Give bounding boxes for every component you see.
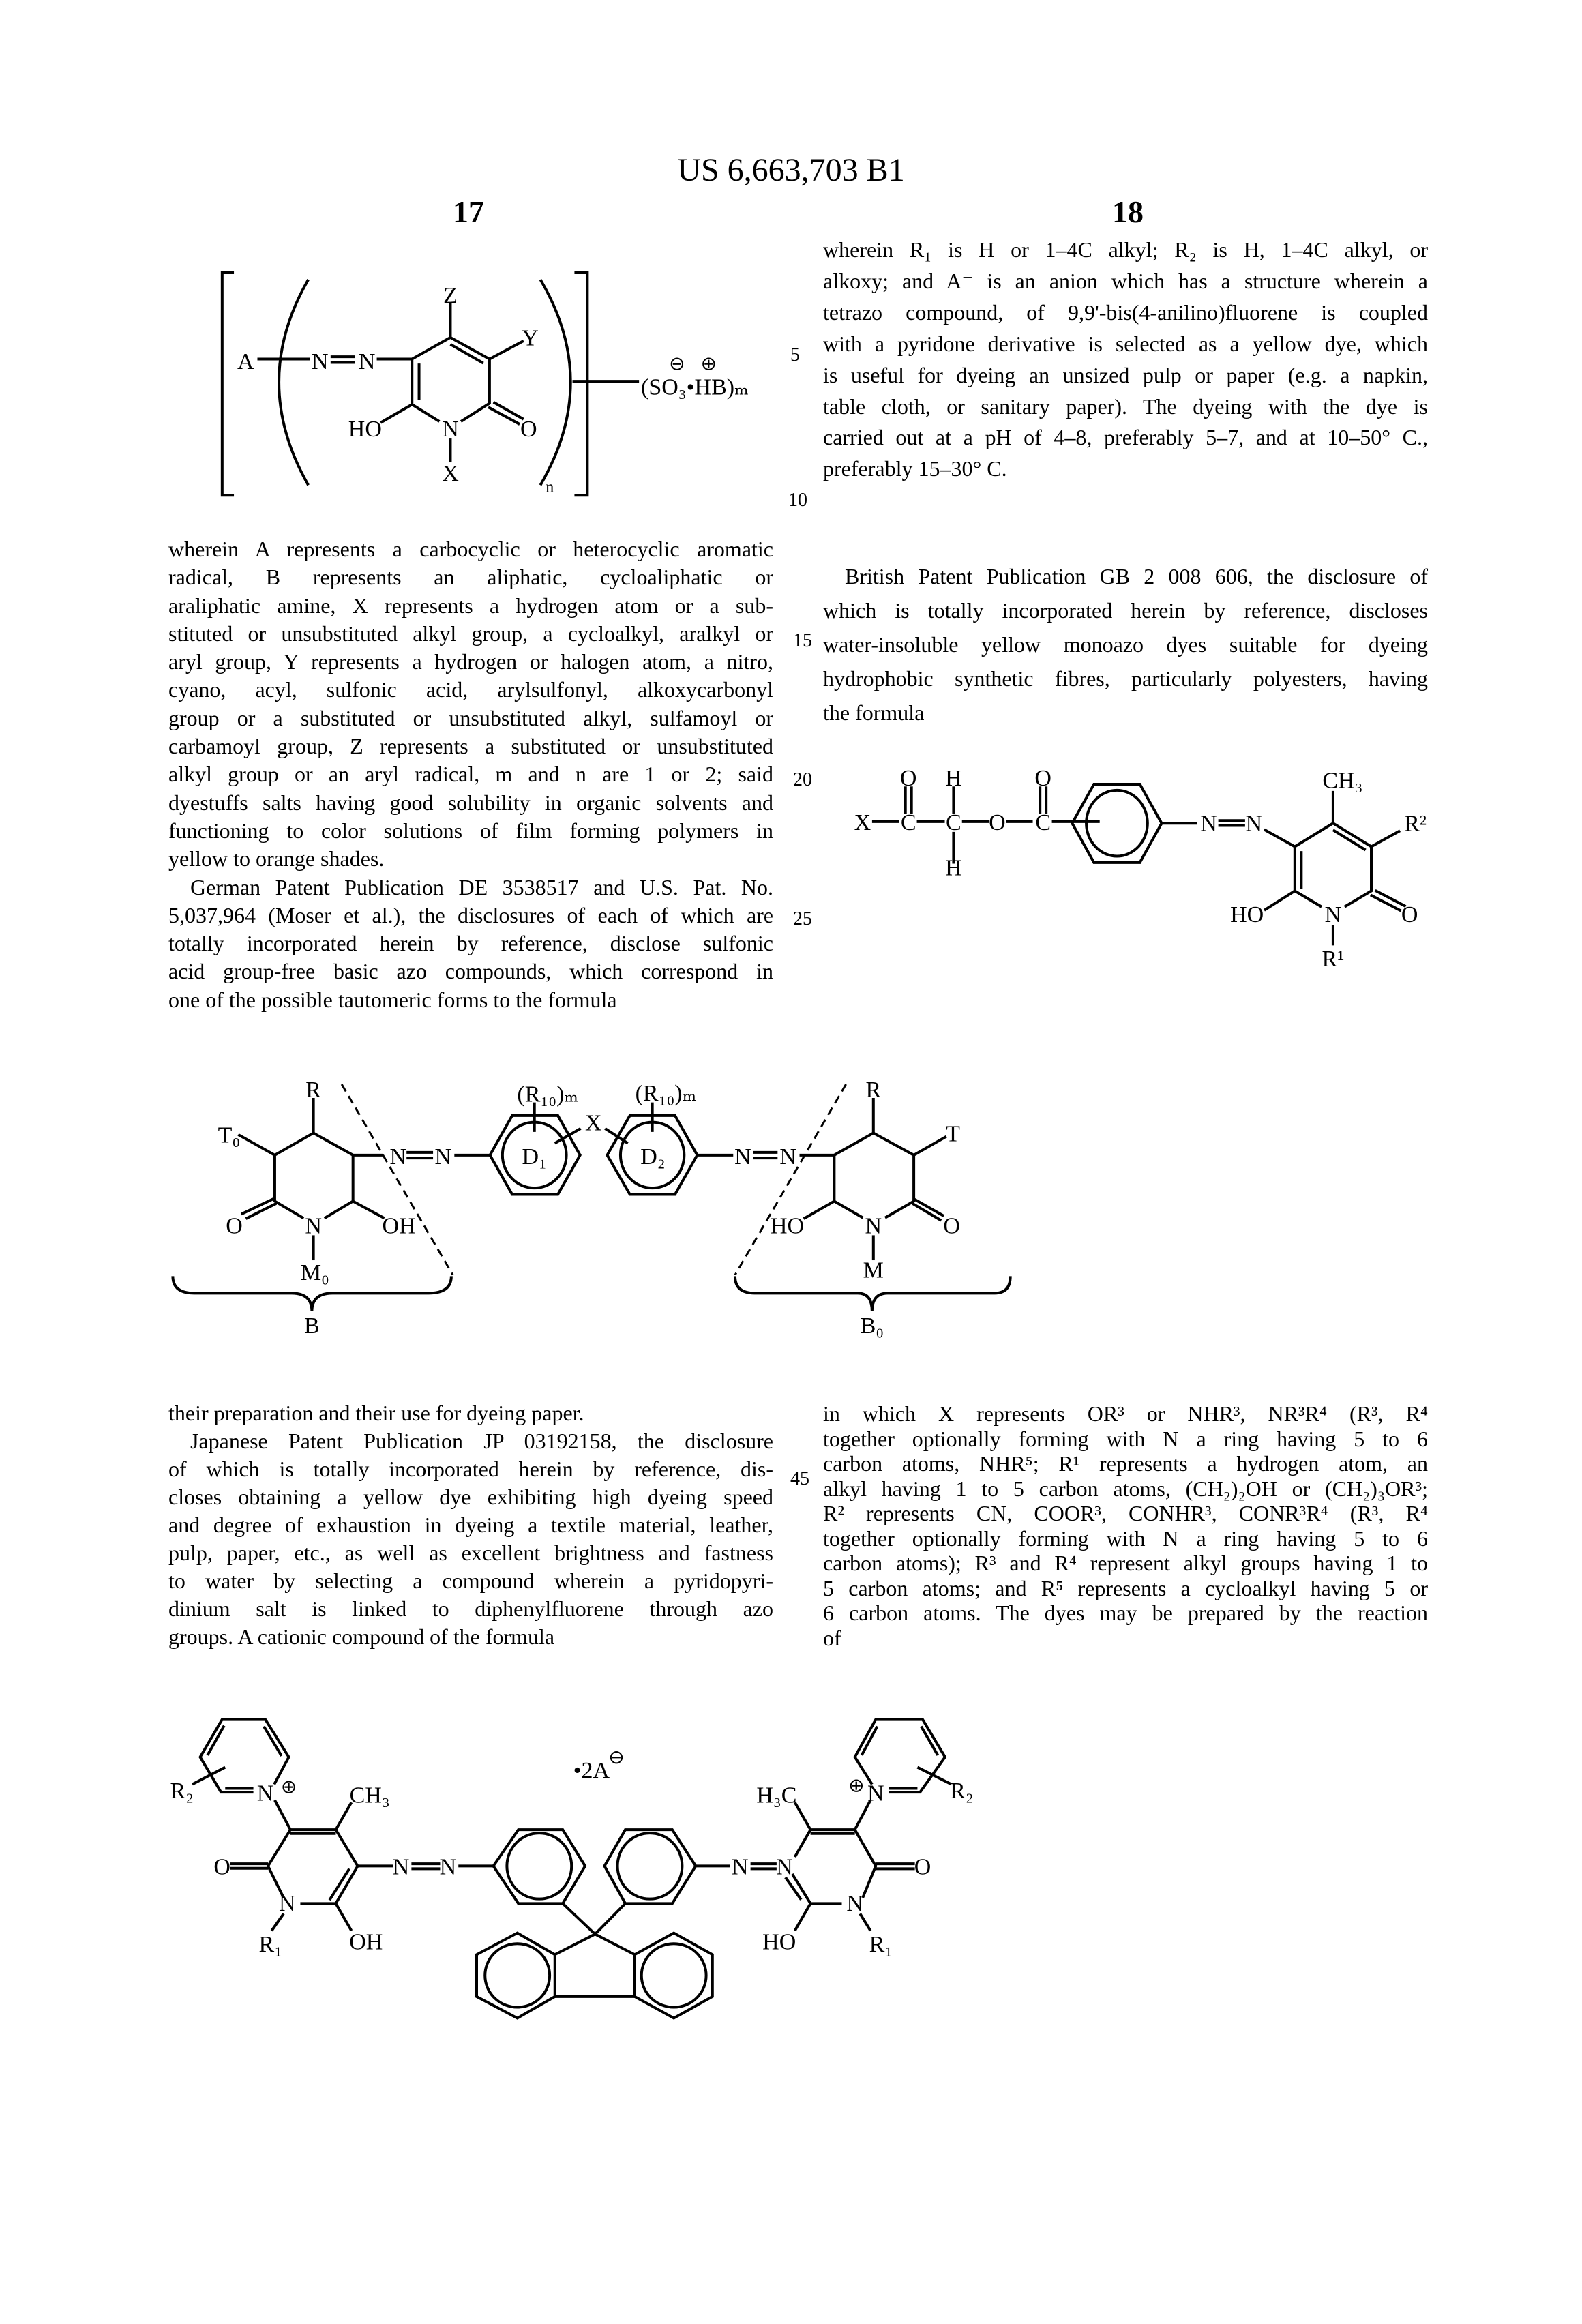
label-B: B xyxy=(304,1313,320,1339)
label-N: N xyxy=(732,1855,749,1880)
chemical-structures xyxy=(0,0,1582,2324)
line-number: 10 xyxy=(784,490,811,511)
label-O: O xyxy=(226,1214,243,1239)
text-line: 5 carbon atoms; and R⁵ represents a cycloalkyl having 5 or xyxy=(823,1576,1428,1601)
label-N: N xyxy=(279,1891,296,1916)
text-line: British Patent Publication GB 2 008 606, the disclosure of xyxy=(823,559,1428,593)
label-N: N xyxy=(1246,811,1263,837)
label-C: C xyxy=(946,810,961,835)
label-O: O xyxy=(900,766,917,791)
text-line: of which is totally incorporated herein by reference, dis- xyxy=(168,1455,773,1483)
label-H: H xyxy=(945,766,962,791)
label-N: N xyxy=(1325,902,1342,927)
label-O: O xyxy=(520,417,537,442)
text-line: wherein R₁ is H or 1–4C alkyl; R₂ is H, 1–4C alkyl, or xyxy=(823,235,1428,266)
label-N: N xyxy=(389,1144,406,1170)
label-HO: HO xyxy=(1230,902,1264,927)
label-M: M xyxy=(863,1258,884,1283)
text-line: acid group-free basic azo compounds, which correspond in xyxy=(168,957,773,985)
text-line: functioning to color solutions of film forming polymers in xyxy=(168,817,773,845)
text-line: alkyl having 1 to 5 carbon atoms, (CH₂)₂OH or (CH₂)₃OR³; xyxy=(823,1476,1428,1502)
label-O: O xyxy=(943,1214,960,1239)
label-N: N xyxy=(734,1144,751,1170)
label-R10m: (R₁₀)ₘ xyxy=(517,1082,578,1107)
label-D2: D₂ xyxy=(640,1144,665,1170)
text-line: hydrophobic synthetic fibres, particularly polyesters, having xyxy=(823,661,1428,696)
line-number: 20 xyxy=(789,769,816,791)
text-line: of xyxy=(823,1626,1428,1651)
text-line: is useful for dyeing an unsized pulp or paper (e.g. a napkin, xyxy=(823,360,1428,391)
line-number: 15 xyxy=(789,630,816,652)
label-R1: R₁ xyxy=(869,1932,893,1957)
label-CH3: CH₃ xyxy=(350,1783,390,1808)
text-line: tetrazo compound, of 9,9'-bis(4-anilino)fluorene is coupled xyxy=(823,297,1428,329)
text-line: to water by selecting a compound wherein a pyridopyri- xyxy=(168,1567,773,1595)
label-X: X xyxy=(585,1111,602,1136)
label-C: C xyxy=(1035,810,1051,835)
label-M0: M₀ xyxy=(301,1260,329,1285)
label-B0: B₀ xyxy=(861,1313,884,1339)
text-line: 6 carbon atoms. The dyes may be prepared by the reaction xyxy=(823,1600,1428,1626)
text-line: dinium salt is linked to diphenylfluorene through azo xyxy=(168,1595,773,1623)
text-line: cyano, acyl, sulfonic acid, arylsulfonyl, alkoxycarbonyl xyxy=(168,676,773,704)
label-R: R xyxy=(305,1077,321,1103)
label-HO: HO xyxy=(771,1214,804,1239)
label-sulfonate-salt: (SO₃•HB)ₘ xyxy=(641,375,749,400)
text-line: in which X represents OR³ or NHR³, NR³R⁴ (R³, R⁴ xyxy=(823,1401,1428,1427)
structure-3-left xyxy=(173,1077,627,1339)
label-N: N xyxy=(1200,811,1217,837)
label-Z: Z xyxy=(443,283,458,308)
label-R1: R₁ xyxy=(259,1932,283,1957)
negative-charge-icon: ⊖ xyxy=(669,353,685,375)
label-Y: Y xyxy=(522,325,539,351)
label-R2: R₂ xyxy=(950,1778,974,1804)
text-line: carried out at a pH of 4–8, preferably 5–7, and at 10–50° C., xyxy=(823,422,1428,453)
positive-charge-icon: ⊕ xyxy=(848,1774,864,1797)
label-R10m: (R₁₀)ₘ xyxy=(636,1081,697,1106)
label-R2: R₂ xyxy=(170,1778,194,1804)
label-N: N xyxy=(442,417,459,442)
label-N: N xyxy=(312,349,329,374)
label-n: n xyxy=(546,479,554,496)
label-N: N xyxy=(776,1855,793,1880)
text-line: radical, B represents an aliphatic, cycloaliphatic or xyxy=(168,563,773,591)
text-line: their preparation and their use for dyeing paper. xyxy=(168,1399,773,1427)
line-number: 25 xyxy=(789,908,816,930)
label-C: C xyxy=(901,810,916,835)
structure-1-pyridone-azo-salt xyxy=(222,273,749,496)
label-N: N xyxy=(865,1214,882,1239)
positive-charge-icon: ⊕ xyxy=(701,353,717,375)
label-OH: OH xyxy=(349,1929,383,1954)
text-line: wherein A represents a carbocyclic or heterocyclic aromatic xyxy=(168,535,773,563)
label-N: N xyxy=(359,349,376,374)
patent-page xyxy=(0,0,1582,2324)
label-T0: T₀ xyxy=(218,1122,241,1148)
text-line: which is totally incorporated herein by reference, discloses xyxy=(823,593,1428,627)
text-line: carbon atoms, NHR⁵; R¹ represents a hydrogen atom, an xyxy=(823,1451,1428,1476)
patent-number: US 6,663,703 B1 xyxy=(0,151,1582,189)
structure-3-right xyxy=(607,1077,1010,1339)
text-line: table cloth, or sanitary paper). The dyeing with the dye is xyxy=(823,391,1428,423)
text-line: alkyl group or an aryl radical, m and n are 1 or 2; said xyxy=(168,760,773,788)
label-O: O xyxy=(1401,902,1418,927)
label-X: X xyxy=(442,461,459,486)
page-number-left: 17 xyxy=(428,194,509,230)
text-line: and degree of exhaustion in dyeing a textile material, leather, xyxy=(168,1511,773,1539)
text-line: yellow to orange shades. xyxy=(168,845,773,873)
label-N: N xyxy=(257,1781,274,1806)
label-A: A xyxy=(237,349,254,374)
text-line: preferably 15–30° C. xyxy=(823,453,1428,485)
text-line: 5,037,964 (Moser et al.), the disclosures of each of which are xyxy=(168,902,773,929)
label-N: N xyxy=(393,1855,410,1880)
label-X: X xyxy=(854,810,871,835)
label-H3C: H₃C xyxy=(756,1783,796,1808)
text-line: pulp, paper, etc., as well as excellent brightness and fastness xyxy=(168,1539,773,1567)
label-N: N xyxy=(435,1144,452,1170)
text-line: dyestuffs salts having good solubility in organic solvents and xyxy=(168,789,773,817)
text-line: the formula xyxy=(823,696,1428,730)
label-N: N xyxy=(846,1891,863,1916)
line-number: 5 xyxy=(781,344,809,366)
text-line: carbon atoms); R³ and R⁴ represent alkyl groups having 1 to xyxy=(823,1551,1428,1576)
label-OH: OH xyxy=(383,1214,416,1239)
text-line: aryl group, Y represents a hydrogen or halogen atom, a nitro, xyxy=(168,648,773,676)
text-line: groups. A cationic compound of the formula xyxy=(168,1623,773,1651)
label-H: H xyxy=(945,856,962,881)
label-R1: R¹ xyxy=(1322,947,1344,972)
label-CH3: CH₃ xyxy=(1322,768,1362,793)
text-line: R² represents CN, COOR³, CONHR³, CONR³R⁴ (R³, R⁴ xyxy=(823,1501,1428,1526)
label-N: N xyxy=(867,1781,884,1806)
text-line: water-insoluble yellow monoazo dyes suitable for dyeing xyxy=(823,627,1428,661)
text-line: German Patent Publication DE 3538517 and U.S. Pat. No. xyxy=(168,874,773,902)
label-D1: D₁ xyxy=(522,1144,547,1170)
label-T: T xyxy=(946,1122,960,1147)
label-R: R xyxy=(865,1077,881,1103)
text-line: stituted or unsubstituted alkyl group, a cycloalkyl, aralkyl or xyxy=(168,620,773,648)
label-N: N xyxy=(305,1214,322,1239)
positive-charge-icon: ⊕ xyxy=(281,1775,297,1798)
label-O: O xyxy=(213,1855,230,1880)
structure-2-monoazo-dye xyxy=(854,766,1427,972)
text-line: carbamoyl group, Z represents a substituted or unsubstituted xyxy=(168,732,773,760)
label-O: O xyxy=(914,1855,931,1880)
text-line: one of the possible tautomeric forms to the formula xyxy=(168,986,773,1014)
text-line: closes obtaining a yellow dye exhibiting high dyeing speed xyxy=(168,1483,773,1511)
label-HO: HO xyxy=(762,1929,796,1954)
structure-4-cationic-fluorene-dye xyxy=(170,1720,974,2018)
text-line: with a pyridone derivative is selected as a yellow dye, which xyxy=(823,329,1428,360)
page-number-right: 18 xyxy=(1087,194,1169,230)
label-HO: HO xyxy=(348,417,382,442)
line-number: 45 xyxy=(786,1468,814,1490)
text-line: group or a substituted or unsubstituted alkyl, sulfamoyl or xyxy=(168,704,773,732)
text-line: together optionally forming with N a ring having 5 to 6 xyxy=(823,1427,1428,1452)
negative-charge-icon: ⊖ xyxy=(608,1746,624,1768)
label-N: N xyxy=(779,1144,796,1170)
label-O: O xyxy=(1034,766,1051,791)
text-line: araliphatic amine, X represents a hydrogen atom or a sub- xyxy=(168,592,773,620)
text-line: together optionally forming with N a ring having 5 to 6 xyxy=(823,1526,1428,1551)
label-R2: R² xyxy=(1404,811,1427,837)
label-counterion: •2A xyxy=(573,1758,610,1783)
text-line: alkoxy; and A⁻ is an anion which has a structure wherein a xyxy=(823,266,1428,297)
label-N: N xyxy=(440,1855,457,1880)
label-O: O xyxy=(989,810,1006,835)
text-line: Japanese Patent Publication JP 03192158, the disclosure xyxy=(168,1427,773,1455)
text-line: totally incorporated herein by reference, disclose sulfonic xyxy=(168,929,773,957)
